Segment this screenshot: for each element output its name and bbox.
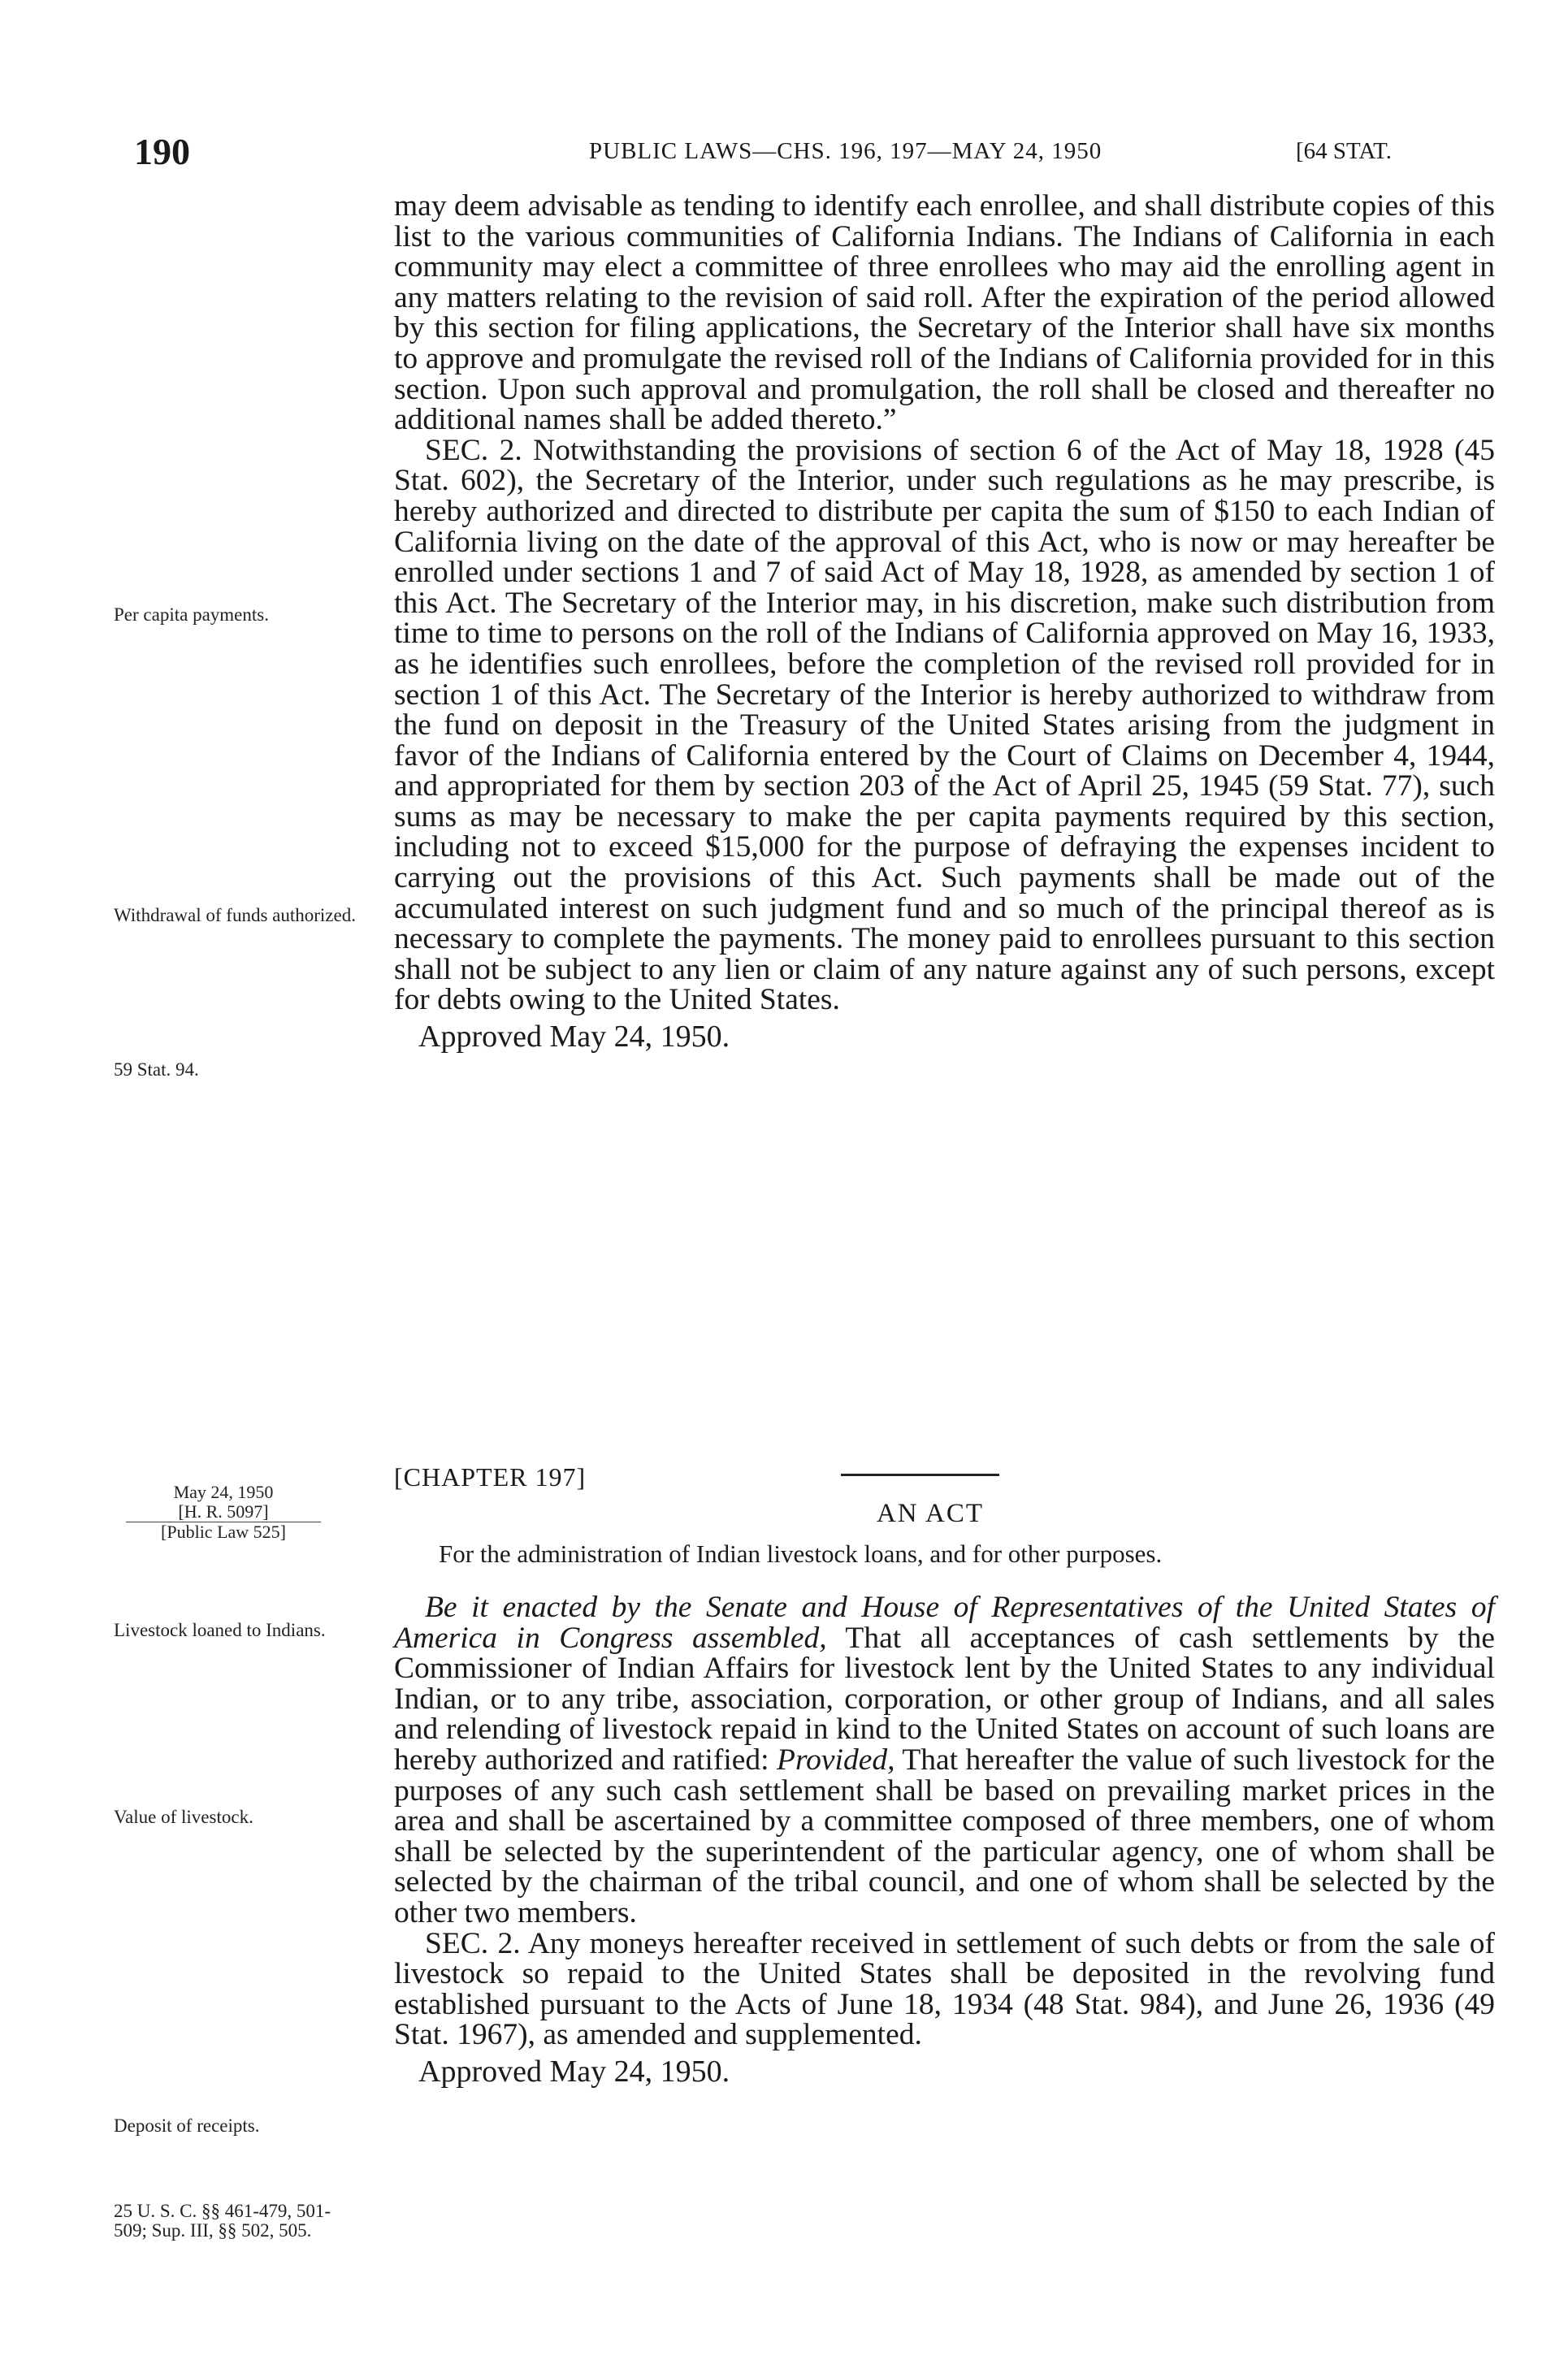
provided-clause: Provided,	[777, 1743, 895, 1777]
margin-note-livestock-loaned: Livestock loaned to Indians.	[114, 1620, 326, 1640]
section-label: SEC. 2.	[425, 1926, 521, 1960]
chapter-197-approved: Approved May 24, 1950.	[418, 2054, 730, 2089]
margin-note-withdrawal: Withdrawal of funds authorized.	[114, 905, 356, 925]
margin-note-value-livestock: Value of livestock.	[114, 1807, 253, 1827]
act-purpose: For the administration of Indian livestock loans, and for other purposes.	[439, 1539, 1163, 1568]
section-label: SEC. 2.	[425, 433, 522, 467]
chapter-197-text	[394, 1592, 1495, 2088]
enacting-clause: Be it enacted by the Senate and House of Representatives of the United States of America in Congress assembled,	[394, 1591, 1495, 1655]
bill-info	[122, 1483, 325, 1542]
public-law-number: [Public Law 525]	[126, 1522, 321, 1542]
chapter-196-approved: Approved May 24, 1950.	[418, 1020, 730, 1054]
chapter-label: [CHAPTER 197]	[394, 1462, 587, 1492]
running-head: PUBLIC LAWS—CHS. 196, 197—MAY 24, 1950	[589, 138, 1102, 164]
section-2-text: Any moneys hereafter received in settlement of such debts or from the sale of livestock so repaid to the United States shall be deposited in the revolving fund established pursuant to the Acts of June 18, 1934 (48 Stat. 984), and June 26, 1936 (49 Stat. 1967), as amended and supplemented.	[394, 1926, 1495, 2052]
section-1-rest: That hereafter the value of such livestock for the purposes of any such cash settlement shall be based on prevailing market prices in the area and shall be ascertained by a committee composed of three members, one of whom shall be selected by the superintendent of the particular agency, one of whom shall be selected by the chairman of the tribal council, and one of whom shall be selected by the other two members.	[394, 1743, 1496, 1929]
bill-date: May 24, 1950	[173, 1482, 274, 1502]
chapter-197-section-1	[394, 1592, 1495, 1929]
chapter-196-paragraph-1: may deem advisable as tending to identify each enrollee, and shall distribute copies of this list to the various communities of California Indians. The Indians of California in each community may elect a committee of three enrollees who may aid the enrolling agent in any matters relating to the revision of said roll. After the expiration of the period allowed by this section for filing applications, the Secretary of the Interior shall have six months to approve and promulgate the revised roll of the Indians of California provided for in this section. Upon such approval and promulgation, the roll shall be closed and thereafter no additional names shall be added thereto.”	[394, 189, 1495, 437]
volume-reference: [64 STAT.	[1296, 138, 1392, 164]
page-header	[0, 130, 1568, 171]
margin-note-deposit: Deposit of receipts.	[114, 2115, 260, 2136]
section-divider	[841, 1474, 999, 1476]
margin-note-per-capita: Per capita payments.	[114, 604, 269, 625]
margin-note-usc: 25 U. S. C. §§ 461-479, 501-509; Sup. III, §§ 502, 505.	[114, 2201, 331, 2241]
margin-note-59-stat: 59 Stat. 94.	[114, 1059, 199, 1080]
section-2-text: Notwithstanding the provisions of section 6 of the Act of May 18, 1928 (45 Stat. 602), the Secretary of the Interior, under such regulations as he may prescribe, is hereby authorized and directed to distribute per capita the sum of $150 to each Indian of California living on the date of the approval of this Act, who is now or may hereafter be enrolled under sections 1 and 7 of said Act of May 18, 1928, as amended by section 1 of this Act. The Secretary of the Interior may, in his discretion, make such distribution from time to time to persons on the roll of the Indians of California approved on May 16, 1933, as he identifies such enrollees, before the completion of the revised roll provided for in section 1 of this Act. The Secretary of the Interior is hereby authorized to withdraw from the fund on deposit in the Treasury of the United States arising from the judgment in favor of the Indians of California entered by the Court of Claims on December 4, 1944, and appropriated for them by section 203 of the Act of April 25, 1945 (59 Stat. 77), such sums as may be necessary to make the per capita payments required by this section, including not to exceed $15,000 for the purpose of defraying the expenses incident to carrying out the provisions of this Act. Such payments shall be made out of the accumulated interest on such judgment fund and so much of the principal thereof as is necessary to complete the payments. The money paid to enrollees pursuant to this section shall not be subject to any lien or claim of any nature against any of such persons, except for debts owing to the United States.	[394, 433, 1496, 1017]
chapter-196-section-2	[394, 435, 1495, 1015]
chapter-196-text	[394, 191, 1495, 1053]
chapter-197-section-2	[394, 1926, 1495, 2052]
page-number: 190	[134, 131, 190, 172]
act-heading: AN ACT	[876, 1499, 985, 1528]
section-1-text: That all acceptances of cash settlements by the Commissioner of Indian Affairs for livestock lent by the United States to any individual Indian, or to any tribe, association, corporation, or other group of Indians, and all sales and relending of livestock repaid in kind to the United States on account of such loans are hereby authorized and ratified:	[394, 1621, 1496, 1777]
bill-number: [H. R. 5097]	[178, 1501, 269, 1522]
